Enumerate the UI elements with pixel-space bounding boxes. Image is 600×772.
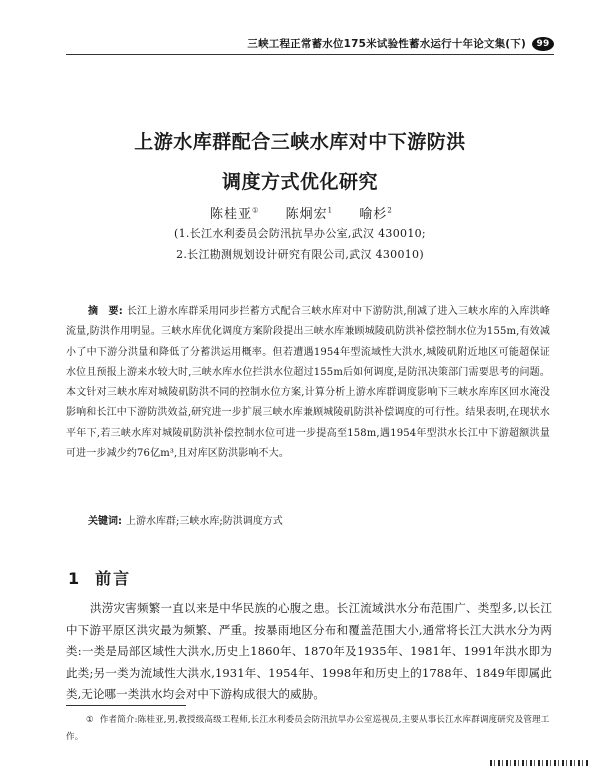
section-title: 前言 bbox=[95, 569, 132, 588]
footnote-rule bbox=[66, 705, 186, 706]
section-heading bbox=[68, 566, 131, 589]
keywords-label: 关键词: bbox=[88, 516, 122, 527]
title-line-1: 上游水库群配合三峡水库对中下游防洪 bbox=[134, 131, 466, 153]
affiliation-1: (1.长江水利委员会防汛抗旱办公室,武汉 430010; bbox=[174, 227, 426, 240]
title-line-2: 调度方式优化研究 bbox=[221, 171, 378, 193]
keywords bbox=[66, 512, 550, 527]
author-name: 陈炯宏 bbox=[285, 207, 328, 222]
scan-artifact bbox=[490, 760, 590, 766]
abstract bbox=[66, 302, 550, 464]
affiliation-2: 2.长江勘测规划设计研究有限公司,武汉 430010) bbox=[176, 248, 424, 261]
footnote-mark: ① bbox=[86, 715, 94, 725]
intro-paragraph: 洪涝灾害频繁一直以来是中华民族的心腹之患。长江流域洪水分布范围广、类型多,以长江中下游平原区洪灾最为频繁、严重。按暴雨地区分布和覆盖范围大小,通常将长江大洪水分为两类:一类是局部区域性大洪水,历史上1860年、1870年及1935年、1981年、1991年洪水即为此类;另一类为流域性大洪水,1931年、1954年、1998年和历史上的1788年、1849年即属此类,无论哪一类洪水均会对中下游构成很大的威胁。 bbox=[66, 601, 552, 701]
footnote bbox=[66, 712, 552, 746]
author-list bbox=[210, 203, 393, 222]
keywords-text: 上游水库群;三峡水库;防洪调度方式 bbox=[126, 516, 283, 527]
header-rule bbox=[66, 54, 554, 55]
author-mark: 1 bbox=[327, 206, 334, 215]
section-number: 1 bbox=[68, 569, 82, 588]
author-mark: ① bbox=[252, 206, 260, 215]
running-header-text: 三峡工程正常蓄水位175米试验性蓄水运行十年论文集(下) bbox=[247, 38, 526, 50]
author-mark: 2 bbox=[387, 206, 393, 215]
author-name: 喻杉 bbox=[359, 207, 388, 222]
author-name: 陈桂亚 bbox=[210, 207, 253, 222]
footnote-text: 作者简介:陈桂亚,男,教授级高级工程师,长江水利委员会防汛抗旱办公室巡视员,主要从事长江水库群调度研究及管理工作。 bbox=[66, 715, 550, 742]
paper-title bbox=[0, 122, 600, 202]
abstract-text: 长江上游水库群采用同步拦蓄方式配合三峡水库对中下游防洪,削减了进入三峡水库的入库洪峰流量,防洪作用明显。三峡水库优化调度方案阶段提出三峡水库兼顾城陵矶防洪补偿控制水位为155m,有效减小了中下游分洪量和降低了分蓄洪运用概率。但若遭遇1954年型流域性大洪水,城陵矶附近地区可能超保证水位且预报上游来水较大时,三峡水库水位拦洪水位超过155m后如何调度,是防汛决策部门需要思考的问题。本文针对三峡水库对城陵矶防洪不同的控制水位方案,计算分析上游水库群调度影响下三峡水库库区回水淹没影响和长江中下游防洪效益,研究进一步扩展三峡水库兼顾城陵矶防洪补偿调度的可行性。结果表明,在现状水平年下,若三峡水库对城陵矶防洪补偿控制水位可进一步提高至158m,遇1954年型洪水长江中下游超额洪量可进一步减少约76亿m³,且对库区防洪影响不大。 bbox=[66, 306, 550, 460]
page-number-badge: 99 bbox=[532, 37, 554, 51]
abstract-label: 摘 要: bbox=[88, 306, 123, 317]
running-header bbox=[247, 36, 554, 51]
